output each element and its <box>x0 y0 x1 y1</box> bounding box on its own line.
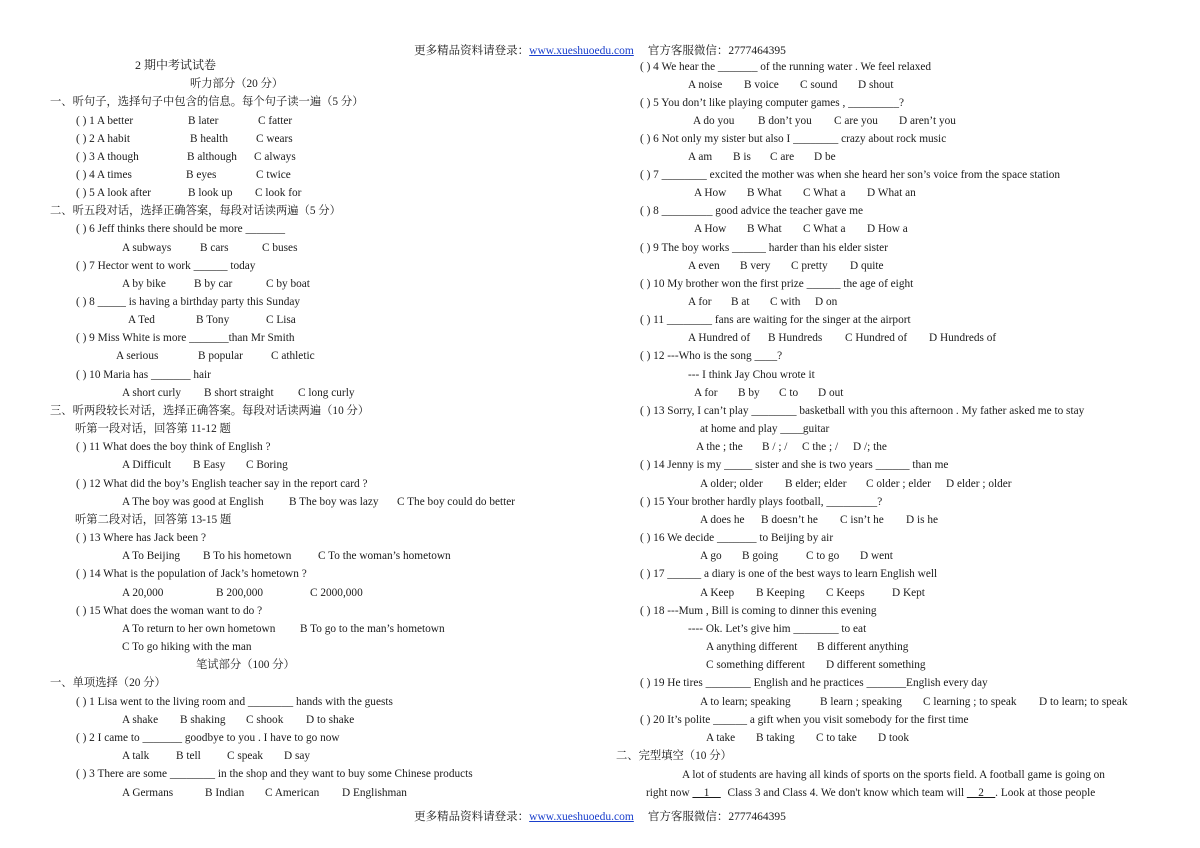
sec2-q8-c: C Lisa <box>266 314 296 326</box>
cloze-line-2 <box>646 786 1095 800</box>
mc-q11-a: A Hundred of <box>688 332 751 344</box>
mc-q9-c: C pretty <box>791 260 828 272</box>
sec3-q14: ( ) 14 What is the population of Jack’s hometown ? <box>76 568 307 580</box>
sec2-q6: ( ) 6 Jeff thinks there should be more _______ <box>76 223 286 235</box>
mc-q8-d: D How a <box>867 223 908 235</box>
mc-q6-d: D be <box>814 151 836 163</box>
sec2-q9-b: B popular <box>198 350 243 362</box>
sec3-q13-c: C To the woman’s hometown <box>318 550 451 562</box>
footer-site-link[interactable]: www.xueshuoedu.com <box>529 811 634 823</box>
mc-q19-a: A to learn; speaking <box>700 696 791 708</box>
sec2-q6-a: A subways <box>122 242 172 254</box>
mc-q12-a: A for <box>694 387 718 399</box>
sec2-q10-b: B short straight <box>204 387 274 399</box>
mc-q15: ( ) 15 Your brother hardly plays football, _________? <box>640 496 883 508</box>
mc-q4-d: D shout <box>858 79 894 91</box>
mc-q13: ( ) 13 Sorry, I can’t play ________ basketball with you this afternoon . My father asked me to stay <box>640 405 1085 417</box>
mc-q8-a: A How <box>694 223 727 235</box>
mc-q10-b: B at <box>731 296 750 308</box>
mc-q15-a: A does he <box>700 514 745 526</box>
paper-title: 2 期中考试试卷 <box>135 58 217 72</box>
mc-q2-c: C speak <box>227 750 264 762</box>
mc-q5: ( ) 5 You don’t like playing computer games , _________? <box>640 97 904 109</box>
mc-q17-b: B Keeping <box>756 587 805 599</box>
sec2-q7-c: C by boat <box>266 278 310 290</box>
mc-q10-c: C with <box>770 296 801 308</box>
mc-q16: ( ) 16 We decide _______ to Beijing by air <box>640 532 834 544</box>
footer-prefix: 更多精品资料请登录： <box>414 811 530 823</box>
sec3-q11: ( ) 11 What does the boy think of English ? <box>76 441 271 453</box>
sec3-q14-c: C 2000,000 <box>310 587 363 599</box>
mc-q11: ( ) 11 ________ fans are waiting for the singer at the airport <box>640 314 911 326</box>
cloze-blank-1[interactable]: __1__ <box>692 787 721 799</box>
mc-q5-c: C are you <box>834 115 878 127</box>
mc-q4-c: C sound <box>800 79 838 91</box>
cloze-line-1: A lot of students are having all kinds of sports on the sports field. A football game is going on <box>682 769 1105 781</box>
mc-q13-cont: at home and play ____guitar <box>700 423 830 435</box>
mc-q17-a: A Keep <box>700 587 735 599</box>
mc-q20-d: D took <box>878 732 910 744</box>
sec2-q8: ( ) 8 _____ is having a birthday party this Sunday <box>76 296 301 308</box>
sec3-q13-a: A To Beijing <box>122 550 181 562</box>
sec1-q2: ( ) 2 A habit <box>76 133 130 145</box>
mc-q3-a: A Germans <box>122 787 174 799</box>
sec1-q3-b: B although <box>187 151 237 163</box>
mc-q1-a: A shake <box>122 714 159 726</box>
cloze-heading: 二、完型填空（10 分） <box>616 750 732 762</box>
mc-q20-a: A take <box>706 732 736 744</box>
mc-q9-d: D quite <box>850 260 884 272</box>
mc-q2-b: B tell <box>176 750 201 762</box>
header-prefix: 更多精品资料请登录： <box>414 45 530 57</box>
mc-q6: ( ) 6 Not only my sister but also I ________ crazy about rock music <box>640 133 947 145</box>
mc-q11-c: C Hundred of <box>845 332 908 344</box>
mc-q17-d: D Kept <box>892 587 925 599</box>
sec1-q3-c: C always <box>254 151 296 163</box>
sec3-heading: 三、听两段较长对话，选择正确答案。每段对话读两遍（10 分） <box>50 405 370 417</box>
sec3-q14-a: A 20,000 <box>122 587 164 599</box>
mc-q14-b: B elder; elder <box>785 478 847 490</box>
sec3-sub2: 听第二段对话，回答第 13-15 题 <box>75 514 232 526</box>
sec3-q11-b: B Easy <box>193 459 226 471</box>
mc-q6-a: A am <box>688 151 713 163</box>
mc-q16-d: D went <box>860 550 893 562</box>
sec3-q15-a: A To return to her own hometown <box>122 623 276 635</box>
mc-q19: ( ) 19 He tires ________ English and he practices _______English every day <box>640 677 988 689</box>
mc-q5-b: B don’t you <box>758 115 812 127</box>
mc-q7: ( ) 7 ________ excited the mother was when she heard her son’s voice from the space station <box>640 169 1061 181</box>
mc-q6-b: B is <box>733 151 751 163</box>
cloze-text-a: right now <box>646 787 690 799</box>
sec3-q12-b: B The boy was lazy <box>289 496 379 508</box>
sec3-q12: ( ) 12 What did the boy’s English teacher say in the report card ? <box>76 478 368 490</box>
mc-q10-a: A for <box>688 296 712 308</box>
mc-q7-b: B What <box>747 187 782 199</box>
header-banner <box>0 42 1200 58</box>
mc-q1-c: C shook <box>246 714 284 726</box>
mc-q4-b: B voice <box>744 79 779 91</box>
sec2-q10: ( ) 10 Maria has _______ hair <box>76 369 211 381</box>
sec2-q6-c: C buses <box>262 242 298 254</box>
sec1-q5-b: B look up <box>188 187 233 199</box>
mc-q17-c: C Keeps <box>826 587 865 599</box>
mc-q20-c: C to take <box>816 732 857 744</box>
sec1-q2-c: C wears <box>256 133 293 145</box>
sec2-q7-a: A by bike <box>122 278 166 290</box>
sec1-q5: ( ) 5 A look after <box>76 187 151 199</box>
mc-q12: ( ) 12 ---Who is the song ____? <box>640 350 783 362</box>
mc-q12-c: C to <box>779 387 799 399</box>
sec2-q8-b: B Tony <box>196 314 230 326</box>
sec4-heading: 一、单项选择（20 分） <box>50 677 166 689</box>
mc-q13-b: B / ; / <box>762 441 788 453</box>
cloze-text-b: Class 3 and Class 4. We don't know which team will <box>727 787 965 799</box>
mc-q20: ( ) 20 It’s polite ______ a gift when you visit somebody for the first time <box>640 714 969 726</box>
sec2-q7: ( ) 7 Hector went to work ______ today <box>76 260 256 272</box>
sec3-q14-b: B 200,000 <box>216 587 264 599</box>
footer-wechat: 官方客服微信：2777464395 <box>647 811 786 823</box>
sec1-q5-c: C look for <box>255 187 302 199</box>
sec2-q9-a: A serious <box>116 350 159 362</box>
header-site-link[interactable]: www.xueshuoedu.com <box>529 45 634 57</box>
sec2-q7-b: B by car <box>194 278 233 290</box>
mc-q19-d: D to learn; to speak <box>1039 696 1128 708</box>
mc-q18-b: B different anything <box>817 641 909 653</box>
mc-q10-d: D on <box>815 296 838 308</box>
listening-title: 听力部分（20 分） <box>190 78 284 90</box>
header-wechat: 官方客服微信：2777464395 <box>647 45 786 57</box>
mc-q20-b: B taking <box>756 732 795 744</box>
mc-q13-a: A the ; the <box>696 441 743 453</box>
mc-q7-a: A How <box>694 187 727 199</box>
footer-banner <box>0 808 1200 824</box>
sec1-q4-b: B eyes <box>186 169 217 181</box>
sec3-q12-c: C The boy could do better <box>397 496 516 508</box>
mc-q18-c: C something different <box>706 659 805 671</box>
mc-q6-c: C are <box>770 151 795 163</box>
mc-q14: ( ) 14 Jenny is my _____ sister and she is two years ______ than me <box>640 459 949 471</box>
mc-q5-d: D aren’t you <box>899 115 956 127</box>
mc-q18-d: D different something <box>826 659 926 671</box>
mc-q19-b: B learn ; speaking <box>820 696 902 708</box>
mc-q7-c: C What a <box>803 187 846 199</box>
mc-q12-d: D out <box>818 387 844 399</box>
mc-q2: ( ) 2 I came to _______ goodbye to you . I have to go now <box>76 732 340 744</box>
cloze-blank-2[interactable]: __2__ <box>966 787 996 799</box>
mc-q16-b: B going <box>742 550 779 562</box>
mc-q15-d: D is he <box>906 514 939 526</box>
sec1-q1-b: B later <box>188 115 219 127</box>
sec3-q11-c: C Boring <box>246 459 288 471</box>
mc-q4: ( ) 4 We hear the _______ of the running water . We feel relaxed <box>640 61 932 73</box>
mc-q16-c: C to go <box>806 550 840 562</box>
sec2-q9: ( ) 9 Miss White is more _______than Mr Smith <box>76 332 295 344</box>
mc-q3-b: B Indian <box>205 787 245 799</box>
sec1-q4: ( ) 4 A times <box>76 169 132 181</box>
mc-q3: ( ) 3 There are some ________ in the shop and they want to buy some Chinese products <box>76 768 473 780</box>
sec1-heading: 一、听句子，选择句子中包含的信息。每个句子读一遍（5 分） <box>50 96 364 108</box>
mc-q14-c: C older ; elder <box>866 478 931 490</box>
sec3-q12-a: A The boy was good at English <box>122 496 264 508</box>
sec3-q13-b: B To his hometown <box>203 550 292 562</box>
mc-q14-a: A older; older <box>700 478 763 490</box>
mc-q12-b: B by <box>738 387 760 399</box>
mc-q9-a: A even <box>688 260 720 272</box>
cloze-text-c: . Look at those people <box>995 787 1096 799</box>
sec2-heading: 二、听五段对话，选择正确答案，每段对话读两遍（5 分） <box>50 205 341 217</box>
written-title: 笔试部分（100 分） <box>196 659 295 671</box>
mc-q13-d: D /; the <box>853 441 887 453</box>
sec2-q6-b: B cars <box>200 242 229 254</box>
sec3-q11-a: A Difficult <box>122 459 172 471</box>
mc-q1-d: D to shake <box>306 714 355 726</box>
sec3-q15-c: C To go hiking with the man <box>122 641 252 653</box>
mc-q8-c: C What a <box>803 223 846 235</box>
sec2-q8-a: A Ted <box>128 314 155 326</box>
sec3-q15-b: B To go to the man’s hometown <box>300 623 445 635</box>
mc-q19-c: C learning ; to speak <box>923 696 1017 708</box>
mc-q7-d: D What an <box>867 187 916 199</box>
mc-q12-reply: --- I think Jay Chou wrote it <box>688 369 815 381</box>
mc-q4-a: A noise <box>688 79 723 91</box>
mc-q1: ( ) 1 Lisa went to the living room and ________ hands with the guests <box>76 696 393 708</box>
sec1-q1-c: C fatter <box>258 115 293 127</box>
mc-q9-b: B very <box>740 260 771 272</box>
mc-q14-d: D elder ; older <box>946 478 1012 490</box>
sec1-q3: ( ) 3 A though <box>76 151 139 163</box>
sec1-q2-b: B health <box>190 133 228 145</box>
sec1-q4-c: C twice <box>256 169 291 181</box>
mc-q3-d: D Englishman <box>342 787 407 799</box>
mc-q16-a: A go <box>700 550 722 562</box>
sec2-q10-a: A short curly <box>122 387 181 399</box>
sec2-q10-c: C long curly <box>298 387 355 399</box>
mc-q3-c: C American <box>265 787 320 799</box>
mc-q2-d: D say <box>284 750 311 762</box>
mc-q8: ( ) 8 _________ good advice the teacher gave me <box>640 205 864 217</box>
mc-q15-b: B doesn’t he <box>761 514 818 526</box>
mc-q18-reply: ---- Ok. Let’s give him ________ to eat <box>688 623 867 635</box>
mc-q15-c: C isn’t he <box>840 514 884 526</box>
mc-q11-b: B Hundreds <box>768 332 823 344</box>
sec1-q1: ( ) 1 A better <box>76 115 134 127</box>
sec2-q9-c: C athletic <box>271 350 315 362</box>
mc-q11-d: D Hundreds of <box>929 332 997 344</box>
mc-q2-a: A talk <box>122 750 150 762</box>
sec3-q13: ( ) 13 Where has Jack been ? <box>76 532 206 544</box>
mc-q18: ( ) 18 ---Mum , Bill is coming to dinner this evening <box>640 605 877 617</box>
mc-q17: ( ) 17 ______ a diary is one of the best ways to learn English well <box>640 568 938 580</box>
mc-q18-a: A anything different <box>706 641 798 653</box>
mc-q9: ( ) 9 The boy works ______ harder than his elder sister <box>640 242 888 254</box>
mc-q5-a: A do you <box>693 115 735 127</box>
mc-q8-b: B What <box>747 223 782 235</box>
mc-q10: ( ) 10 My brother won the first prize ______ the age of eight <box>640 278 914 290</box>
sec3-sub1: 听第一段对话，回答第 11-12 题 <box>75 423 231 435</box>
mc-q1-b: B shaking <box>180 714 226 726</box>
sec3-q15: ( ) 15 What does the woman want to do ? <box>76 605 263 617</box>
mc-q13-c: C the ; / <box>802 441 839 453</box>
